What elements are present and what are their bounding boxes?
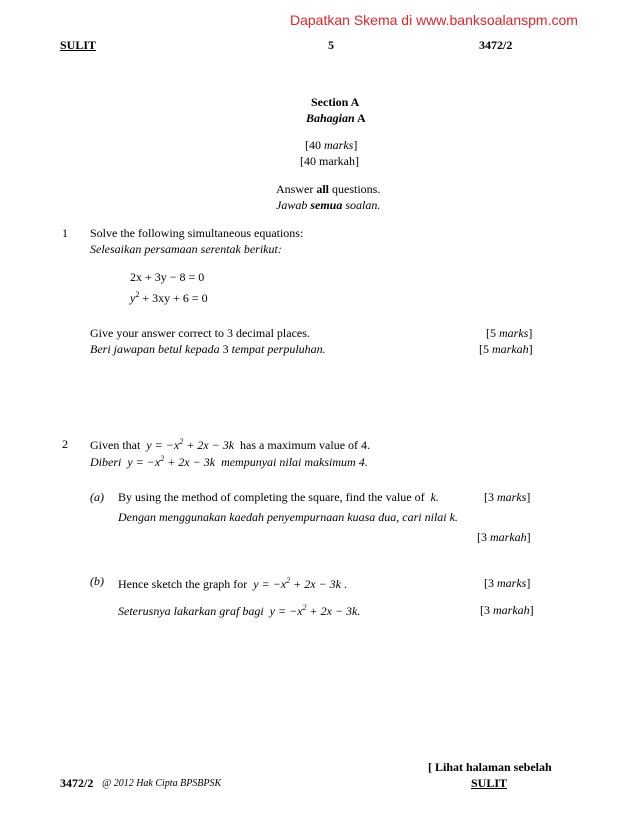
q1-text: Solve the following simultaneous equations: — [90, 226, 304, 240]
q2b-text-malay: Seterusnya lakarkan graf bagi $y = -x^2 + 2x - 3k$. — [118, 603, 361, 618]
footer-paper-code: 3472/2 — [60, 776, 94, 790]
q1-number: 1 — [62, 226, 68, 240]
q2a-text: By using the method of completing the square, find the value of k. — [118, 490, 439, 504]
section-markah: [40 markah] — [300, 154, 359, 168]
footer-sulit: SULIT — [471, 776, 508, 790]
footer-turn-over: [ Lihat halaman sebelah — [428, 760, 552, 774]
q2-number: 2 — [62, 437, 68, 451]
q2-function-malay: $y = -x^2 + 2x - 3k$ — [127, 454, 216, 469]
section-title: Section A — [311, 95, 360, 109]
q2a-text-malay: Dengan menggunakan kaedah penyempurnaan kuasa dua, cari nilai k. — [118, 510, 458, 524]
q2a-markah: [3 markah] — [477, 530, 531, 544]
q2b-marks: [3 marks] — [484, 576, 531, 590]
q1-note-malay: Beri jawapan betul kepada 3 tempat perpuluhan. — [90, 342, 326, 356]
watermark-text: Dapatkan Skema di www.banksoalanspm.com — [290, 12, 578, 28]
q2b-markah: [3 markah] — [480, 603, 534, 617]
q2-given: Given that $y = -x^2 + 2x - 3k$ has a maximum value of 4. — [90, 437, 371, 452]
q2b-text: Hence sketch the graph for $y = -x^2 + 2x - 3k$ . — [118, 576, 347, 591]
q2-function: $y = -x^2 + 2x - 3k$ — [146, 437, 235, 452]
section-title-malay: Bahagian A — [306, 111, 366, 125]
q2a-marks: [3 marks] — [484, 490, 531, 504]
q1-equation-2: $y^2 + 3xy + 6 = 0$ — [130, 290, 208, 305]
header-sulit: SULIT — [60, 38, 97, 52]
q2b-label: (b) — [90, 574, 104, 588]
q1-markah: [5 markah] — [479, 342, 533, 356]
header-paper-code: 3472/2 — [479, 38, 513, 52]
section-instruction-malay: Jawab semua soalan. — [276, 198, 381, 212]
q2a-label: (a) — [90, 490, 104, 504]
q1-note: Give your answer correct to 3 decimal places. — [90, 326, 310, 340]
footer-copyright: @ 2012 Hak Cipta BPSBPSK — [102, 778, 222, 789]
q1-text-malay: Selesaikan persamaan serentak berikut: — [90, 242, 282, 256]
q2-given-malay: Diberi $y = -x^2 + 2x - 3k$ mempunyai nilai maksimum 4. — [90, 454, 368, 469]
q1-marks: [5 marks] — [486, 326, 533, 340]
section-marks: [40 marks] — [305, 138, 358, 152]
q1-equation-1: 2x + 3y − 8 = 0 — [130, 270, 205, 284]
page-number: 5 — [328, 38, 334, 52]
section-instruction: Answer all questions. — [276, 182, 381, 196]
